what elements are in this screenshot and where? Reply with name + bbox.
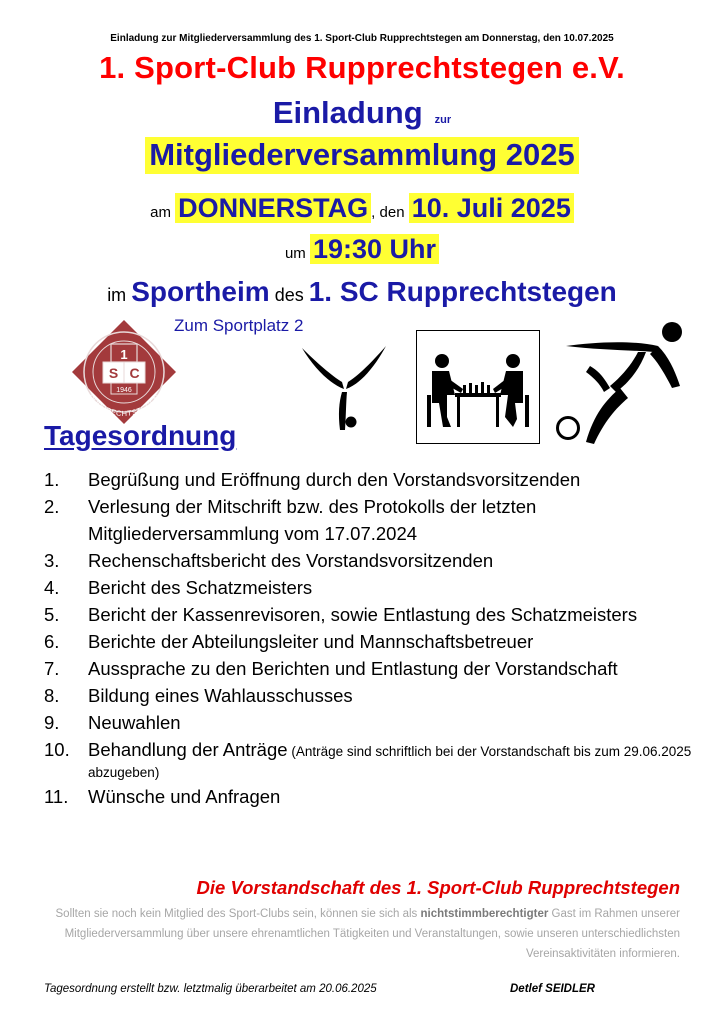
guest-notice-before: Sollten sie noch kein Mitglied des Sport-Clubs sein, können sie sich als [55, 908, 418, 920]
meeting-date: 10. Juli 2025 [409, 193, 574, 223]
agenda-item [44, 574, 694, 601]
agenda-title: Tagesordnung [44, 420, 237, 451]
agenda-item [44, 709, 694, 736]
footer-author: Detlef SEIDLER [510, 983, 595, 995]
invitation-word: Einladung [272, 95, 423, 130]
agenda-item [44, 736, 694, 783]
agenda-item-text-with-note [88, 736, 694, 783]
agenda-item-number: 7. [44, 658, 60, 679]
agenda-item [44, 783, 694, 810]
date-den: , den [371, 204, 405, 221]
agenda-item [44, 466, 694, 493]
logo-letter-s: S [108, 365, 119, 381]
agenda-item-text: Behandlung der Anträge [88, 739, 288, 760]
gymnastics-icon [298, 340, 390, 436]
meeting-heading [0, 137, 724, 173]
agenda-item-number: 5. [44, 604, 60, 625]
chess-icon [417, 331, 539, 443]
place-im: im [107, 285, 127, 305]
agenda-item [44, 601, 694, 628]
date-line [0, 193, 724, 224]
logo-letter-c: C [129, 365, 140, 381]
logo-year: 1946 [116, 387, 132, 394]
time-line [0, 234, 724, 265]
agenda-item [44, 628, 694, 655]
logo-ring-textpath: RUPPRECHTSTEGEN [86, 392, 162, 419]
agenda-item-number: 6. [44, 631, 60, 652]
agenda-item-number: 9. [44, 712, 60, 733]
agenda-item-number: 11. [44, 786, 69, 807]
agenda-list [44, 466, 694, 810]
agenda-item [44, 547, 694, 574]
guest-notice-bold: nichtstimmberechtigter [420, 908, 549, 920]
agenda-item-text: Bericht der Kassenrevisoren, sowie Entlastung des Schatzmeisters [88, 604, 638, 625]
agenda-item-text: Aussprache zu den Berichten und Entlastung der Vorstandschaft [88, 658, 618, 679]
agenda-item-number: 2. [44, 496, 60, 517]
date-am: am [150, 204, 171, 221]
agenda-item-text: Bildung eines Wahlausschusses [88, 685, 353, 706]
club-title: 1. Sport-Club Rupprechtstegen e.V. [99, 50, 625, 85]
agenda-item-number: 8. [44, 685, 60, 706]
agenda-item [44, 655, 694, 682]
invitation-suffix: zur [434, 114, 452, 126]
agenda-item [44, 682, 694, 709]
logo-number: 1 [120, 347, 128, 362]
club-short-name: 1. SC Rupprechtstegen [308, 276, 617, 307]
club-logo-icon [70, 318, 178, 426]
agenda-item-text: Verlesung der Mitschrift bzw. des Protokolls der letzten Mitgliederversammlung vom 17.07.2024 [88, 496, 537, 544]
place-des: des [274, 285, 304, 305]
agenda-item-text: Begrüßung und Eröffnung durch den Vorstandsvorsitzenden [88, 469, 581, 490]
agenda-item-text: Wünsche und Anfragen [88, 786, 281, 807]
agenda-item-number: 4. [44, 577, 60, 598]
guest-notice-after: Gast im Rahmen unserer Mitgliederversammlung über unsere ehrenamtlichen Tätigkeiten und Veranstaltungen, sowie unseren unterschiedlichsten Vereinsaktivitäten informieren. [64, 908, 680, 960]
weekday: DONNERSTAG [175, 193, 371, 223]
soccer-icon [554, 318, 690, 446]
agenda-item-note: (Anträge sind schriftlich bei der Vorstandschaft bis zum 29.06.2025 abzugeben) [88, 744, 692, 780]
agenda-item-number: 3. [44, 550, 60, 571]
place-line [0, 276, 724, 308]
invitation-heading [0, 95, 724, 131]
agenda-item-text: Berichte der Abteilungsleiter und Mannschaftsbetreuer [88, 631, 534, 652]
agenda-item-text: Neuwahlen [88, 712, 181, 733]
meeting-time: 19:30 Uhr [310, 234, 439, 264]
footer-created-note: Tagesordnung erstellt bzw. letztmalig überarbeitet am 20.06.2025 [44, 983, 377, 995]
header-top-line: Einladung zur Mitgliederversammlung des 1. Sport-Club Rupprechtstegen am Donnerstag, den 10.07.2025 [110, 33, 614, 44]
street-address: Zum Sportplatz 2 [174, 316, 304, 335]
agenda-item-text: Rechenschaftsbericht des Vorstandsvorsitzenden [88, 550, 494, 571]
agenda-item-text: Bericht des Schatzmeisters [88, 577, 313, 598]
board-signature: Die Vorstandschaft des 1. Sport-Club Rupprechtstegen [196, 877, 680, 898]
time-um: um [284, 245, 306, 262]
agenda-item-number: 10. [44, 739, 70, 760]
agenda-item [44, 493, 694, 547]
agenda-item-number: 1. [44, 469, 60, 490]
guest-notice [40, 904, 680, 964]
venue: Sportheim [131, 276, 270, 307]
meeting-title: Mitgliederversammlung 2025 [145, 137, 579, 174]
chess-frame [416, 330, 540, 444]
